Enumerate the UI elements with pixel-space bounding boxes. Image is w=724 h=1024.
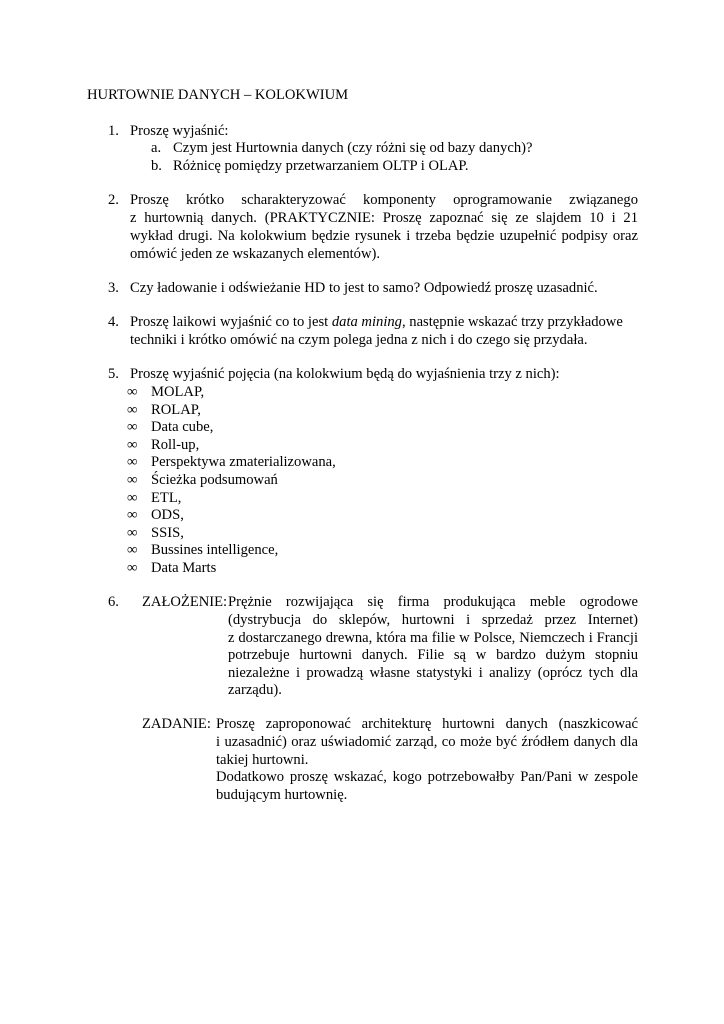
question-text-line: omówić jeden ze wskazanych elementów).	[130, 246, 381, 262]
infinity-bullet-icon: ∞	[127, 454, 138, 470]
task-line: budującym hurtownię.	[216, 787, 348, 803]
infinity-bullet-icon: ∞	[127, 525, 138, 541]
question-text-line: wykład drugi. Na kolokwium będzie rysunek i trzeba będzie uzupełnić podpisy oraz	[130, 228, 638, 244]
question-text: Proszę wyjaśnić pojęcia (na kolokwium będą do wyjaśnienia trzy z nich):	[130, 366, 560, 382]
list-item	[127, 401, 201, 419]
list-item-text: ROLAP,	[151, 402, 201, 418]
list-item-text: ETL,	[151, 490, 182, 506]
question-number: 5.	[108, 366, 119, 382]
list-item	[127, 506, 184, 524]
infinity-bullet-icon: ∞	[127, 560, 138, 576]
list-item	[127, 453, 336, 471]
question-text-line: z hurtownią danych. (PRAKTYCZNIE: Proszę zapoznać się ze slajdem 10 i 21	[130, 210, 638, 226]
assumption-line: Prężnie rozwijająca się firma produkująca meble ogrodowe	[228, 594, 638, 610]
question-text-line	[130, 313, 623, 331]
question-text-line: techniki i krótko omówić na czym polega jedna z nich i do czego się przydała.	[130, 332, 588, 348]
task-line: Proszę zaproponować architekturę hurtowni danych (naszkicować	[216, 716, 638, 732]
infinity-bullet-icon: ∞	[127, 472, 138, 488]
list-item	[127, 418, 213, 436]
infinity-bullet-icon: ∞	[127, 384, 138, 400]
question-number: 3.	[108, 280, 119, 296]
list-item	[127, 559, 216, 577]
list-item-text: Data Marts	[151, 560, 217, 576]
infinity-bullet-icon: ∞	[127, 490, 138, 506]
assumption-line: (dystrybucja do sklepów, hurtowni i sprzedaż przez Internet)	[228, 612, 638, 628]
question-number: 1.	[108, 123, 119, 139]
text-segment: , następnie wskazać trzy przykładowe	[401, 314, 623, 330]
list-item-text: Roll-up,	[151, 437, 200, 453]
question-text-line: Proszę krótko scharakteryzować komponenty oprogramowanie związanego	[130, 192, 638, 208]
list-item	[127, 436, 199, 454]
infinity-bullet-icon: ∞	[127, 437, 138, 453]
sub-marker: a.	[151, 140, 162, 156]
sub-item-text: Czym jest Hurtownia danych (czy różni się od bazy danych)?	[173, 140, 533, 156]
list-item	[127, 489, 181, 507]
assumption-line: niezależne i prowadzą własne statystyki i analizy (oprócz tych dla	[228, 665, 638, 681]
italic-term: data mining	[331, 314, 402, 330]
infinity-bullet-icon: ∞	[127, 402, 138, 418]
list-item	[127, 541, 278, 559]
list-item-text: Bussines intelligence,	[151, 542, 279, 558]
list-item	[127, 383, 204, 401]
list-item	[127, 471, 278, 489]
assumption-line: potrzebuje hurtowni danych. Filie są w bardzo dużym stopniu	[228, 647, 638, 663]
infinity-bullet-icon: ∞	[127, 542, 138, 558]
assumption-label: ZAŁOŻENIE:	[142, 594, 228, 610]
document-title: HURTOWNIE DANYCH – KOLOKWIUM	[87, 87, 349, 103]
list-item-text: SSIS,	[151, 525, 184, 541]
task-label: ZADANIE:	[142, 716, 211, 732]
assumption-line: zarządu).	[228, 682, 282, 698]
assumption-line: z dostarczanego drewna, która ma filie w Polsce, Niemczech i Francji	[228, 630, 638, 646]
sub-marker: b.	[151, 158, 162, 174]
question-number: 6.	[108, 594, 119, 610]
list-item-text: Ścieżka podsumowań	[151, 472, 278, 488]
list-item-text: MOLAP,	[151, 384, 205, 400]
question-text: Proszę wyjaśnić:	[130, 123, 229, 139]
list-item	[127, 524, 184, 542]
infinity-bullet-icon: ∞	[127, 507, 138, 523]
question-number: 4.	[108, 314, 119, 330]
sub-item-text: Różnicę pomiędzy przetwarzaniem OLTP i OLAP.	[173, 158, 469, 174]
question-number: 2.	[108, 192, 119, 208]
list-item-text: ODS,	[151, 507, 184, 523]
list-item-text: Perspektywa zmaterializowana,	[151, 454, 336, 470]
question-text: Czy ładowanie i odświeżanie HD to jest to samo? Odpowiedź proszę uzasadnić.	[130, 280, 598, 296]
task-line: i uzasadnić) oraz uświadomić zarząd, co może być źródłem danych dla	[216, 734, 638, 750]
infinity-bullet-icon: ∞	[127, 419, 138, 435]
task-line: Dodatkowo proszę wskazać, kogo potrzebowałby Pan/Pani w zespole	[216, 769, 638, 785]
list-item-text: Data cube,	[151, 419, 214, 435]
text-segment: Proszę laikowi wyjaśnić co to jest	[130, 314, 332, 330]
task-line: takiej hurtowni.	[216, 752, 309, 768]
